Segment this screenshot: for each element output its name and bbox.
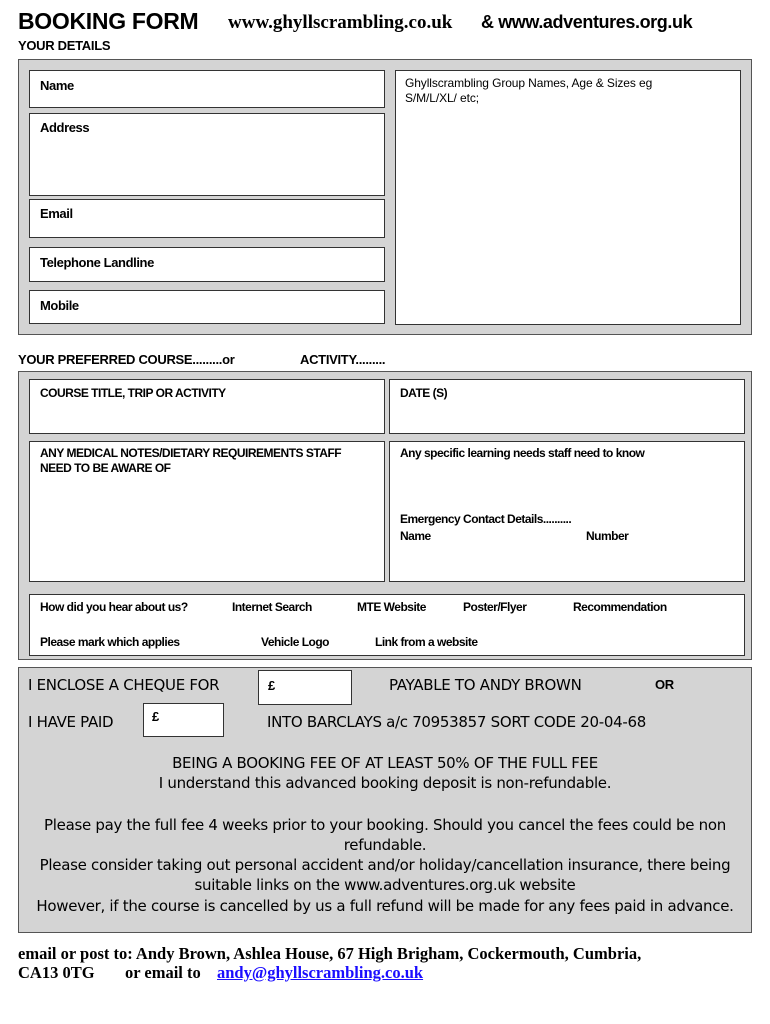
booking-fee-line: BEING A BOOKING FEE OF AT LEAST 50% OF THE FULL FEE: [172, 754, 598, 772]
emergency-number-label: Number: [586, 529, 629, 543]
medical-notes-field[interactable]: [29, 441, 385, 582]
bank-details: INTO BARCLAYS a/c 70953857 SORT CODE 20-04-68: [267, 713, 646, 731]
postcode: CA13 0TG: [18, 963, 95, 982]
website-adventures[interactable]: & www.adventures.org.uk: [481, 12, 693, 32]
option-link-from-website[interactable]: Link from a website: [375, 635, 478, 649]
email-field[interactable]: [29, 199, 385, 238]
medical-label-line2: NEED TO BE AWARE OF: [40, 461, 171, 475]
option-poster-flyer[interactable]: Poster/Flyer: [463, 600, 527, 614]
terms-line5: However, if the course is cancelled by us a full refund will be made for any fees paid in advance.: [36, 897, 734, 915]
group-note-line1: Ghyllscrambling Group Names, Age & Sizes eg: [405, 76, 653, 90]
paid-amount-field[interactable]: [143, 703, 224, 737]
mobile-field[interactable]: [29, 290, 385, 324]
option-vehicle-logo[interactable]: Vehicle Logo: [261, 635, 330, 649]
course-title-field[interactable]: [29, 379, 385, 434]
activity-heading: ACTIVITY.........: [300, 352, 386, 367]
learning-label: Any specific learning needs staff need to know: [400, 446, 645, 460]
preferred-course-heading: YOUR PREFERRED COURSE.........or: [18, 352, 235, 367]
terms-line3: Please consider taking out personal accident and/or holiday/cancellation insurance, there being: [39, 856, 731, 874]
website-ghyllscrambling[interactable]: www.ghyllscrambling.co.uk: [228, 12, 453, 33]
paid-label: I HAVE PAID: [28, 713, 114, 731]
form-title: BOOKING FORM: [18, 8, 199, 34]
cheque-currency: £: [268, 678, 275, 693]
option-mte-website[interactable]: MTE Website: [357, 600, 426, 614]
address-label: Address: [40, 120, 90, 135]
or-email-to: or email to: [125, 963, 201, 982]
name-field[interactable]: [29, 70, 385, 108]
terms-line1: Please pay the full fee 4 weeks prior to your booking. Should you cancel the fees could be non: [44, 816, 726, 834]
date-label: DATE (S): [400, 386, 448, 400]
landline-label: Telephone Landline: [40, 255, 154, 270]
non-refundable-line: I understand this advanced booking deposit is non-refundable.: [158, 774, 612, 792]
cheque-label: I ENCLOSE A CHEQUE FOR: [28, 676, 220, 694]
mark-which-applies: Please mark which applies: [40, 635, 180, 649]
your-details-heading: YOUR DETAILS: [18, 38, 111, 53]
terms-line4: suitable links on the www.adventures.org.uk website: [194, 876, 576, 894]
or-label: OR: [655, 677, 674, 692]
paid-currency: £: [152, 709, 159, 724]
payable-to: PAYABLE TO ANDY BROWN: [389, 676, 582, 694]
hear-about-us-box: [29, 594, 745, 656]
postal-address: email or post to: Andy Brown, Ashlea House, 67 High Brigham, Cockermouth, Cumbria,: [18, 944, 642, 963]
date-field[interactable]: [389, 379, 745, 434]
emergency-name-label: Name: [400, 529, 431, 543]
group-note-line2: S/M/L/XL/ etc;: [405, 91, 479, 105]
option-internet-search[interactable]: Internet Search: [232, 600, 312, 614]
course-title-label: COURSE TITLE, TRIP OR ACTIVITY: [40, 386, 226, 400]
contact-email-link[interactable]: andy@ghyllscrambling.co.uk: [217, 963, 424, 982]
address-field[interactable]: [29, 113, 385, 196]
learning-needs-field[interactable]: [389, 441, 745, 582]
emergency-contact-label: Emergency Contact Details..........: [400, 512, 572, 526]
medical-label-line1: ANY MEDICAL NOTES/DIETARY REQUIREMENTS STAFF: [40, 446, 342, 460]
hear-about-question: How did you hear about us?: [40, 600, 188, 614]
name-label: Name: [40, 78, 74, 93]
email-label: Email: [40, 206, 73, 221]
option-recommendation[interactable]: Recommendation: [573, 600, 667, 614]
landline-field[interactable]: [29, 247, 385, 282]
mobile-label: Mobile: [40, 298, 79, 313]
group-details-field[interactable]: [395, 70, 741, 325]
terms-line2: refundable.: [343, 836, 427, 854]
cheque-amount-field[interactable]: [258, 670, 352, 705]
